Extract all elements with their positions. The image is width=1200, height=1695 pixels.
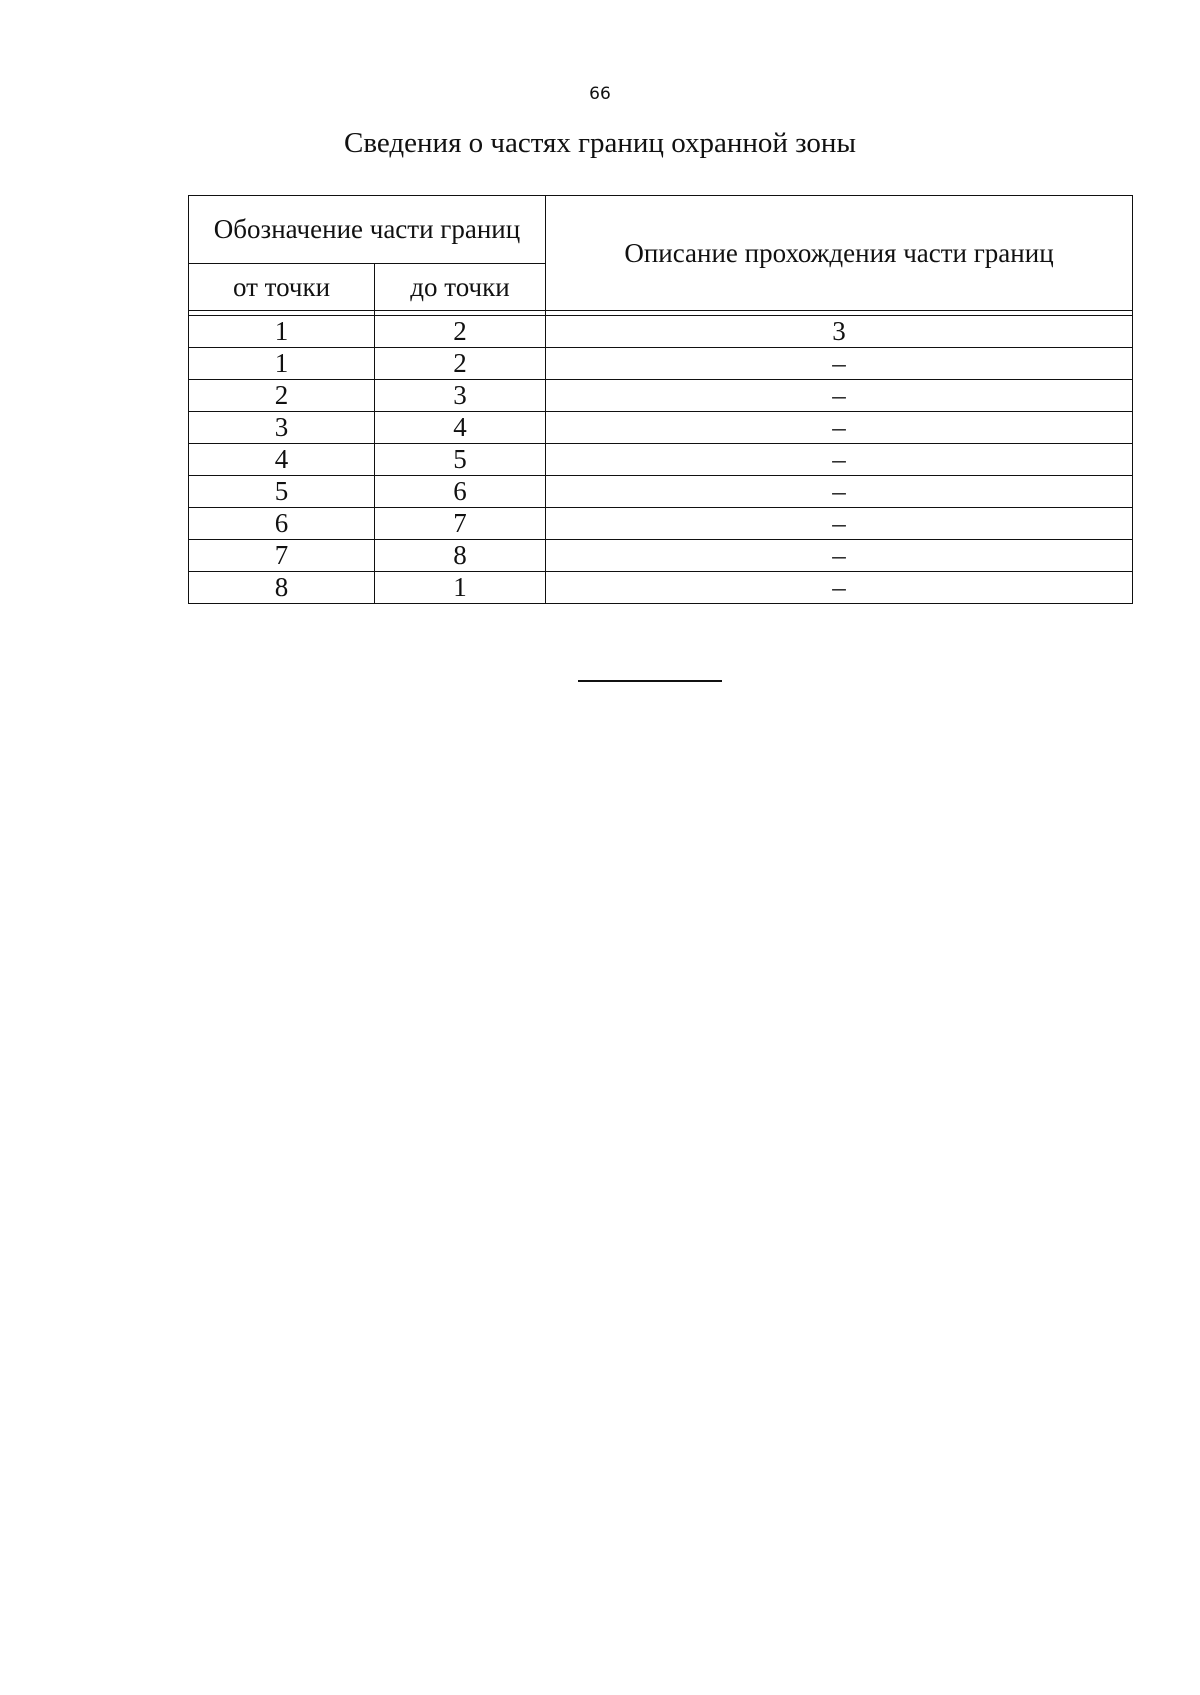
cell-from: 8: [189, 572, 375, 604]
cell-to: 3: [375, 380, 546, 412]
cell-description: –: [546, 412, 1133, 444]
cell-description: 3: [546, 316, 1133, 348]
cell-description: –: [546, 476, 1133, 508]
cell-to: 2: [375, 348, 546, 380]
table-row: [189, 444, 1133, 476]
cell-from: 1: [189, 348, 375, 380]
cell-from: 7: [189, 540, 375, 572]
page-title: Сведения о частях границ охранной зоны: [344, 127, 856, 159]
page-number: 66: [589, 84, 611, 104]
table-row: [189, 348, 1133, 380]
table-row: [189, 476, 1133, 508]
cell-description: –: [546, 572, 1133, 604]
table-row: [189, 572, 1133, 604]
cell-from: 5: [189, 476, 375, 508]
table-row: [189, 380, 1133, 412]
cell-from: 6: [189, 508, 375, 540]
cell-to: 8: [375, 540, 546, 572]
boundary-parts-table: [188, 195, 1133, 604]
cell-to: 5: [375, 444, 546, 476]
header-to-point: до точки: [375, 264, 546, 311]
cell-to: 6: [375, 476, 546, 508]
header-from-point: от точки: [189, 264, 375, 311]
header-boundary-designation: Обозначение части границ: [189, 196, 546, 264]
cell-to: 1: [375, 572, 546, 604]
cell-description: –: [546, 508, 1133, 540]
cell-from: 3: [189, 412, 375, 444]
cell-description: –: [546, 380, 1133, 412]
table-row: [189, 508, 1133, 540]
table-row: [189, 540, 1133, 572]
cell-to: 4: [375, 412, 546, 444]
cell-from: 1: [189, 316, 375, 348]
header-boundary-description: Описание прохождения части границ: [546, 196, 1133, 311]
cell-description: –: [546, 444, 1133, 476]
cell-from: 4: [189, 444, 375, 476]
cell-description: –: [546, 540, 1133, 572]
cell-from: 2: [189, 380, 375, 412]
end-of-section-rule: [578, 680, 722, 682]
cell-to: 7: [375, 508, 546, 540]
table-row: [189, 316, 1133, 348]
table-row: [189, 412, 1133, 444]
cell-to: 2: [375, 316, 546, 348]
cell-description: –: [546, 348, 1133, 380]
